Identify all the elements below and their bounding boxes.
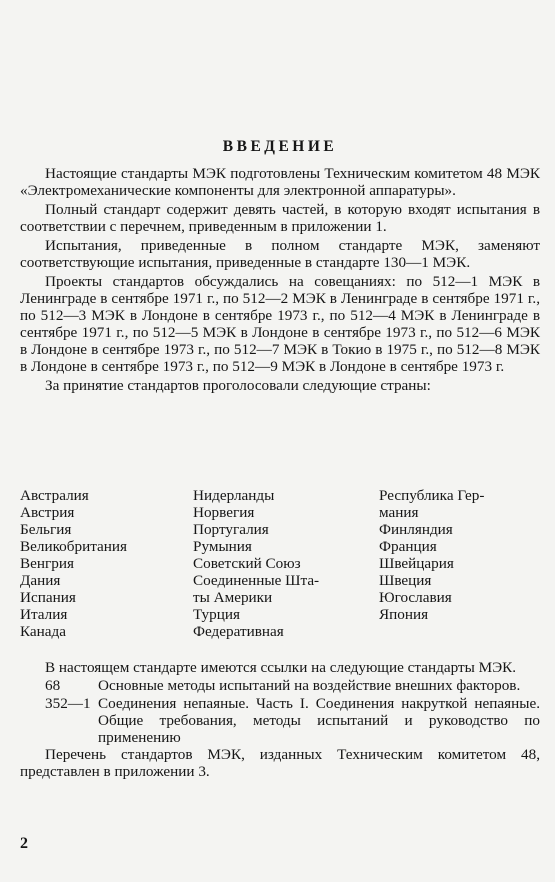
country: Австралия	[20, 487, 89, 504]
paragraph: Полный стандарт содержит девять частей, в которую входят испытания в соответствии с перечнем, приведенным в приложении 1.	[20, 201, 540, 235]
country-column-3	[379, 487, 484, 623]
paragraph: Настоящие стандарты МЭК подготовлены Техническим комитетом 48 МЭК «Электромеханические компоненты для электронной аппаратуры».	[20, 165, 540, 199]
country: Финляндия	[379, 521, 453, 538]
country: Венгрия	[20, 555, 74, 572]
country-column-1	[20, 487, 127, 640]
country: Нидерланды	[193, 487, 275, 504]
country: Румыния	[193, 538, 252, 555]
page-number: 2	[20, 835, 28, 852]
country: Канада	[20, 623, 67, 640]
closing-paragraph: Перечень стандартов МЭК, изданных Техническим комитетом 48, представлен в приложении 3.	[20, 746, 540, 780]
page-title: ВВЕДЕНИЕ	[222, 138, 338, 155]
country: Швейцария	[379, 555, 454, 572]
country: Югославия	[379, 589, 452, 606]
paragraph: За принятие стандартов проголосовали следующие страны:	[45, 377, 431, 394]
country: Федеративная	[193, 623, 284, 640]
reference-number: 352—1	[45, 695, 91, 712]
country: Швеция	[379, 572, 432, 589]
country: Республика Гер-	[379, 487, 485, 504]
country: Япония	[379, 606, 429, 623]
reference-number: 68	[45, 677, 61, 694]
country: Турция	[193, 606, 240, 623]
reference-item	[20, 695, 540, 746]
country: Великобритания	[20, 538, 128, 555]
country: Италия	[20, 606, 68, 623]
country: Испания	[20, 589, 76, 606]
references-section	[20, 659, 540, 780]
country: мания	[379, 504, 419, 521]
paragraph: Испытания, приведенные в полном стандарте МЭК, заменяют соответствующие испытания, приведенные в стандарте 130—1 МЭК.	[20, 237, 540, 271]
paragraph: Проекты стандартов обсуждались на совещаниях: по 512—1 МЭК в Ленинграде в сентябре 1971 г., по 512—2 МЭК в Ленинграде в сентябре 1971 г., по 512—3 МЭК в Лондоне в сентябре 1973 г., по 512—4 МЭК в Ленинграде в сентябре 1971 г., по 512—5 МЭК в Лондоне в сентябре 1973 г., по 512—6 МЭК в Лондоне в сентябре 1973 г., по 512—7 МЭК в Токио в 1975 г., по 512—8 МЭК в Лондоне в сентябре 1973 г., по 512—9 МЭК в Лондоне в сентябре 1973 г.	[20, 273, 540, 375]
intro-section	[20, 165, 540, 394]
country-column-2	[193, 487, 319, 640]
reference-text: Соединения непаяные. Часть I. Соединения накруткой непаяные. Общие требования, методы испытаний и руководство по применению	[98, 695, 540, 746]
reference-item	[20, 677, 540, 694]
reference-text: Основные методы испытаний на воздействие внешних факторов.	[98, 677, 521, 694]
country: Бельгия	[20, 521, 72, 538]
country: Норвегия	[193, 504, 255, 521]
country: Португалия	[193, 521, 269, 538]
country: Дания	[20, 572, 61, 589]
country: Франция	[379, 538, 437, 555]
references-intro: В настоящем стандарте имеются ссылки на следующие стандарты МЭК.	[45, 659, 517, 676]
country: Австрия	[20, 504, 75, 521]
country: Соединенные Шта-	[193, 572, 320, 589]
country: ты Америки	[193, 589, 273, 606]
country: Советский Союз	[193, 555, 301, 572]
